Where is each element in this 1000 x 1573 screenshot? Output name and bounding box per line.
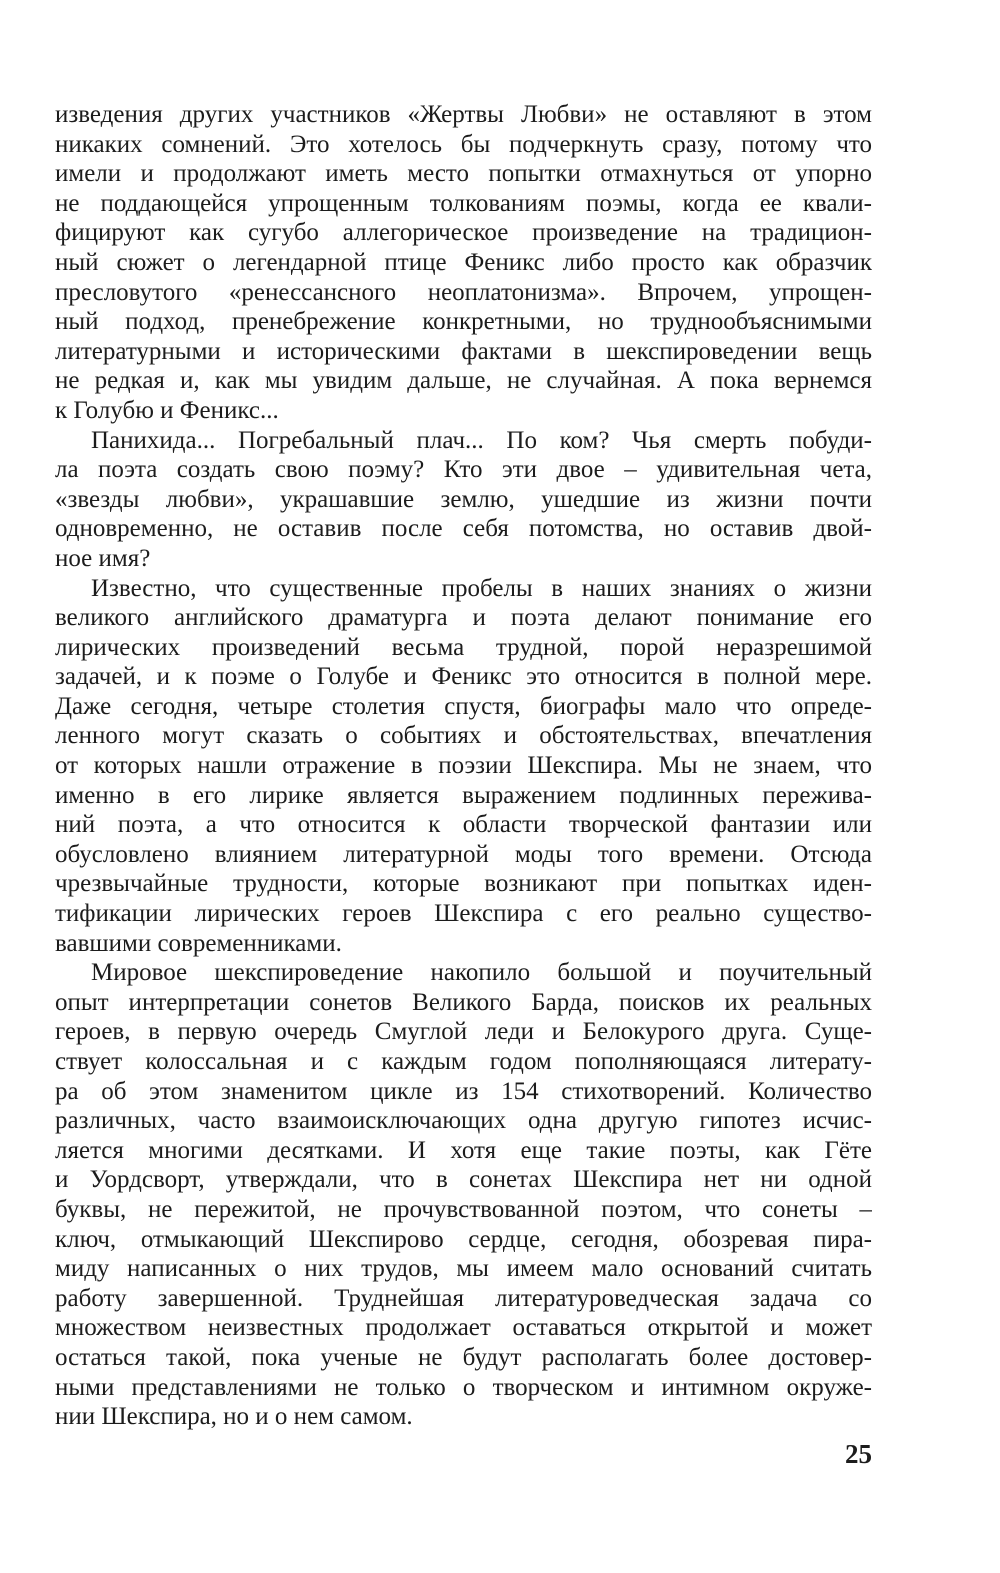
text-line: тификации лирических героев Шекспира с его реально существо- [55,900,872,928]
paragraph [55,958,872,1432]
page-number: 25 [845,1439,872,1469]
text-line: одновременно, не оставив после себя потомства, но оставив двой- [55,515,872,543]
page-body-text [55,100,872,1432]
text-line: опыт интерпретации сонетов Великого Барда, поисков их реальных [55,988,872,1016]
text-line: пресловутого «ренессансного неоплатонизма». Впрочем, упрощен- [55,278,872,306]
text-line: вавшими современниками. [55,929,342,957]
text-line: Даже сегодня, четыре столетия спустя, биографы мало что опреде- [55,692,872,720]
paragraph [55,100,872,426]
text-line: Панихида... Погребальный плач... По ком? Чья смерть побуди- [91,426,872,454]
text-line: работу завершенной. Труднейшая литературоведческая задача со [55,1284,872,1312]
text-line: миду написанных о них трудов, мы имеем мало оснований считать [55,1255,872,1283]
text-line: обусловлено влиянием литературной моды того времени. Отсюда [55,840,872,868]
text-line: великого английского драматурга и поэта делают понимание его [55,604,872,632]
text-line: изведения других участников «Жертвы Любви» не оставляют в этом [55,101,872,128]
text-line: ными представлениями не только о творческом и интимном окруже- [55,1373,872,1401]
text-line: не редкая и, как мы увидим дальше, не случайная. А пока вернемся [55,367,872,395]
text-line: буквы, не пережитой, не прочувствованной поэтом, что сонеты – [55,1195,872,1223]
text-line: Известно, что существенные пробелы в наших знаниях о жизни [91,574,872,602]
text-line: к Голубю и Феникс... [55,396,279,424]
text-line: лирических произведений весьма трудной, порой неразрешимой [55,633,872,661]
text-line: литературными и историческими фактами в шекспироведении вещь [55,337,872,365]
text-line: ний поэта, а что относится к области творческой фантазии или [55,811,872,839]
text-line: остаться такой, пока ученые не будут располагать более достовер- [55,1343,872,1371]
text-line: ное имя? [55,544,151,572]
text-line: от которых нашли отражение в поэзии Шекспира. Мы не знаем, что [55,752,872,780]
text-line: имели и продолжают иметь место попытки отмахнуться от упорно [55,160,872,188]
paragraph [55,426,872,574]
text-line: ра об этом знаменитом цикле из 154 стихотворений. Количество [55,1077,872,1105]
text-line: фицируют как сугубо аллегорическое произведение на традицион- [55,219,872,247]
text-line: именно в его лирике является выражением подлинных пережива- [55,781,872,809]
text-line: ключ, отмыкающий Шекспирово сердце, сегодня, обозревая пира- [55,1225,872,1253]
text-line: чрезвычайные трудности, которые возникают при попытках иден- [55,870,872,898]
text-line: Мировое шекспироведение накопило большой и поучительный [91,959,872,987]
text-line: множеством неизвестных продолжает оставаться открытой и может [55,1314,872,1342]
text-line: нии Шекспира, но и о нем самом. [55,1403,413,1431]
text-line: и Уордсворт, утверждали, что в сонетах Шекспира нет ни одной [55,1166,872,1194]
paragraph [55,574,872,959]
text-line: ла поэта создать свою поэму? Кто эти двое – удивительная чета, [55,456,872,484]
text-line: ный сюжет о легендарной птице Феникс либо просто как образчик [55,248,872,276]
text-line: ленного могут сказать о событиях и обстоятельствах, впечатления [55,722,872,750]
text-line: героев, в первую очередь Смуглой леди и Белокурого друга. Суще- [55,1018,872,1046]
text-line: никаких сомнений. Это хотелось бы подчеркнуть сразу, потому что [55,130,872,158]
text-line: «звезды любви», украшавшие землю, ушедшие из жизни почти [55,485,872,513]
text-line: ствует колоссальная и с каждым годом пополняющаяся литерату- [55,1048,872,1075]
text-line: различных, часто взаимоисключающих одна другую гипотез исчис- [55,1107,872,1135]
text-line: ный подход, пренебрежение конкретными, но труднообъяснимыми [55,308,872,336]
text-line: ляется многими десятками. И хотя еще такие поэты, как Гёте [55,1136,872,1164]
text-line: задачей, и к поэме о Голубе и Феникс это относится в полной мере. [55,663,872,691]
text-line: не поддающейся упрощенным толкованиям поэмы, когда ее квали- [55,189,872,217]
